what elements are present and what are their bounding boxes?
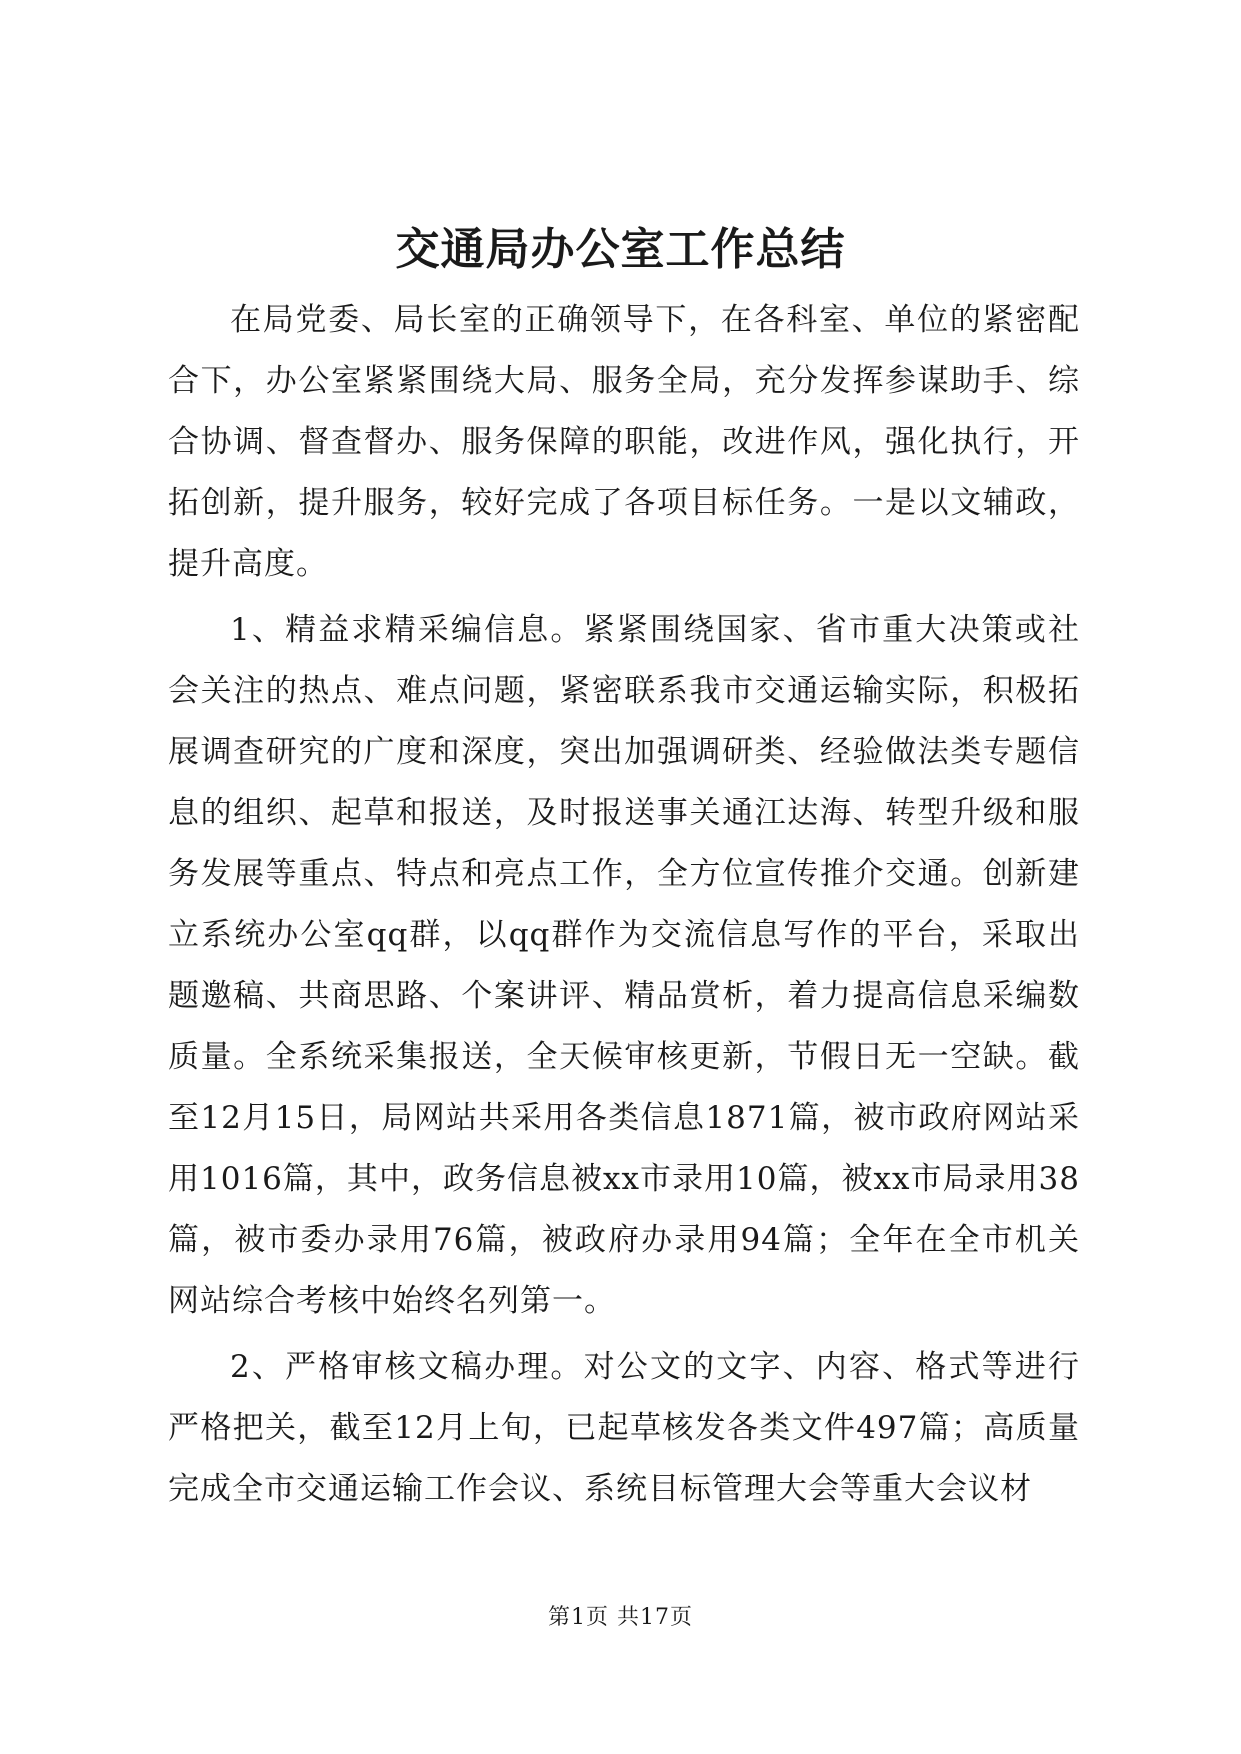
document-title: 交通局办公室工作总结 bbox=[395, 224, 846, 275]
paragraph-information-editing: 1、精益求精采编信息。紧紧围绕国家、省市重大决策或社会关注的热点、难点问题，紧密联系我市交通运输实际，积极拓展调查研究的广度和深度，突出加强调研类、经验做法类专题信息的组织、起草和报送，及时报送事关通江达海、转型升级和服务发展等重点、特点和亮点工作，全方位宣传推介交通。创新建立系统办公室qq群，以qq群作为交流信息写作的平台，采取出题邀稿、共商思路、个案讲评、精品赏析，着力提高信息采编数质量。全系统采集报送，全天候审核更新，节假日无一空缺。截至12月15日，局网站共采用各类信息1871篇，被市政府网站采用1016篇，其中，政务信息被xx市录用10篇，被xx市局录用38篇，被市委办录用76篇，被政府办录用94篇；全年在全市机关网站综合考核中始终名列第一。 bbox=[168, 612, 1080, 1319]
document-body bbox=[168, 290, 1080, 1525]
paragraph-intro: 在局党委、局长室的正确领导下，在各科室、单位的紧密配合下，办公室紧紧围绕大局、服务全局，充分发挥参谋助手、综合协调、督查督办、服务保障的职能，改进作风，强化执行，开拓创新，提升服务，较好完成了各项目标任务。一是以文辅政，提升高度。 bbox=[168, 302, 1080, 582]
page-footer: 第1页 共17页 bbox=[548, 1605, 693, 1630]
paragraph-document-review: 2、严格审核文稿办理。对公文的文字、内容、格式等进行严格把关，截至12月上旬，已起草核发各类文件497篇；高质量完成全市交通运输工作会议、系统目标管理大会等重大会议材 bbox=[168, 1349, 1080, 1507]
